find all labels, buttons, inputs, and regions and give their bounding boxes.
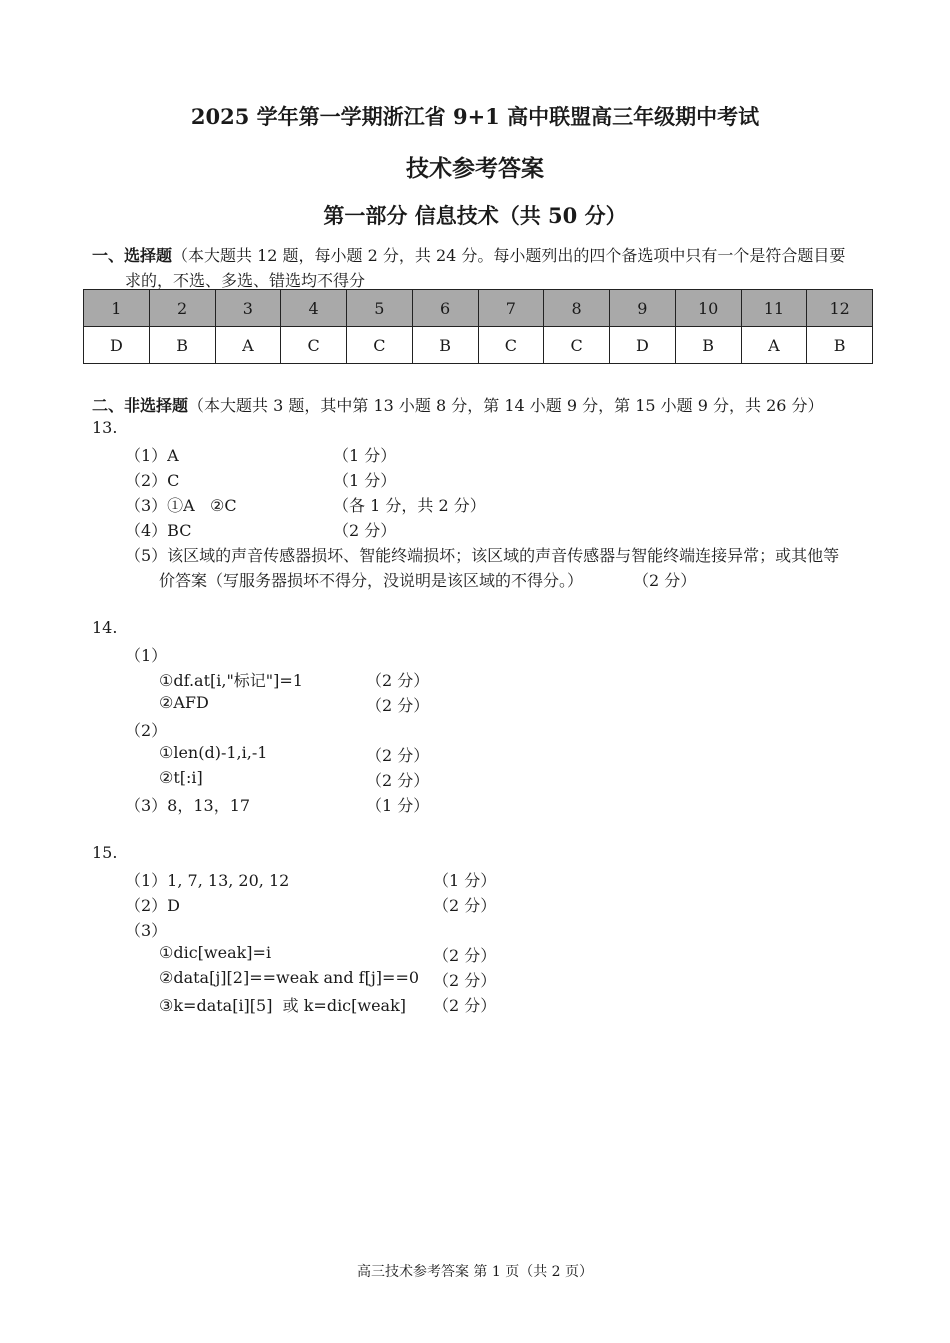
q13-answer-1: （1）A <box>125 446 179 465</box>
question-number: 9 <box>610 290 676 327</box>
section1-line1 <box>92 243 845 266</box>
answer-cell: D <box>84 327 150 364</box>
answer-cell: B <box>412 327 478 364</box>
section1-desc-line2: 求的，不选、多选、错选均不得分 <box>125 271 366 290</box>
q15-part2-answer: （2）D <box>125 896 181 915</box>
answer-cell: C <box>544 327 610 364</box>
question-number: 11 <box>741 290 807 327</box>
q15-part1-score: （1 分） <box>433 871 497 890</box>
q14-label: 14. <box>92 618 118 637</box>
q14-part2-answer-2: ②t[:i] <box>159 768 203 787</box>
question-number: 6 <box>412 290 478 327</box>
part-title: 第一部分 信息技术（共 50 分） <box>323 203 627 228</box>
question-number: 5 <box>347 290 413 327</box>
exam-title: 2025 学年第一学期浙江省 9+1 高中联盟高三年级期中考试 <box>190 104 760 129</box>
q14-part2-answer-1: ①len(d)-1,i,-1 <box>159 743 268 762</box>
q15-part3-score-1: （2 分） <box>433 946 497 965</box>
q14-part1-score-1: （2 分） <box>366 671 430 690</box>
q15-part3-answer-3: ③k=data[i][5] 或 k=dic[weak] <box>159 996 407 1015</box>
q14-part3-answer: （3）8，13，17 <box>125 796 251 815</box>
q13-answer-5-line2: 价答案（写服务器损坏不得分，没说明是该区域的不得分。） <box>159 571 584 590</box>
section2-line <box>92 393 824 416</box>
q14-part1-answer-2: ②AFD <box>159 693 209 712</box>
q14-part2-score-2: （2 分） <box>366 771 430 790</box>
q15-part3-answer-1: ①dic[weak]=i <box>159 943 272 962</box>
question-number: 1 <box>84 290 150 327</box>
answer-cell: A <box>215 327 281 364</box>
q14-part1-label: （1） <box>125 646 168 665</box>
answer-cell: C <box>281 327 347 364</box>
q14-part1-score-2: （2 分） <box>366 696 430 715</box>
question-number: 2 <box>149 290 215 327</box>
q15-part3-answer-2: ②data[j][2]==weak and f[j]==0 <box>159 968 420 987</box>
question-number: 4 <box>281 290 347 327</box>
q13-answer-4: （4）BC <box>125 521 192 540</box>
q15-part3-label: （3） <box>125 921 168 940</box>
q14-part2-label: （2） <box>125 721 168 740</box>
q14-part2-score-1: （2 分） <box>366 746 430 765</box>
q13-score-2: （1 分） <box>333 471 397 490</box>
question-number: 10 <box>675 290 741 327</box>
section1-heading: 一、选择题 <box>92 246 173 265</box>
section2-desc: （本大题共 3 题，其中第 13 小题 8 分，第 14 小题 9 分，第 15 小题 9 分，共 26 分） <box>188 396 824 415</box>
page-footer: 高三技术参考答案 第 1 页（共 2 页） <box>356 1264 594 1280</box>
answer-cell: C <box>478 327 544 364</box>
question-number: 8 <box>544 290 610 327</box>
answer-cell: D <box>610 327 676 364</box>
q13-score-5: （2 分） <box>633 571 697 590</box>
answer-table <box>83 289 873 364</box>
q13-score-1: （1 分） <box>333 446 397 465</box>
q15-part1-answer: （1）1, 7, 13, 20, 12 <box>125 871 290 890</box>
answer-key-title: 技术参考答案 <box>406 155 544 182</box>
q15-label: 15. <box>92 843 118 862</box>
answer-table-answer-row <box>84 327 873 364</box>
q13-score-3: （各 1 分，共 2 分） <box>333 496 486 515</box>
question-number: 7 <box>478 290 544 327</box>
q13-label: 13. <box>92 418 118 437</box>
q15-part2-score: （2 分） <box>433 896 497 915</box>
answer-table-number-row <box>84 290 873 327</box>
q14-part1-answer-1: ①df.at[i,"标记"]=1 <box>159 671 303 690</box>
q13-answer-3: （3）①A ②C <box>125 496 237 515</box>
q14-part3-score: （1 分） <box>366 796 430 815</box>
answer-cell: C <box>347 327 413 364</box>
q13-answer-2: （2）C <box>125 471 180 490</box>
q13-answer-5-line1: （5）该区域的声音传感器损坏、智能终端损坏；该区域的声音传感器与智能终端连接异常；或其他等 <box>125 546 840 565</box>
answer-cell: A <box>741 327 807 364</box>
q15-part3-score-3: （2 分） <box>433 996 497 1015</box>
q13-score-4: （2 分） <box>333 521 397 540</box>
answer-cell: B <box>675 327 741 364</box>
section1-desc: （本大题共 12 题，每小题 2 分，共 24 分。每小题列出的四个备选项中只有一个是符合题目要 <box>172 246 846 265</box>
question-number: 3 <box>215 290 281 327</box>
question-number: 12 <box>807 290 873 327</box>
answer-cell: B <box>149 327 215 364</box>
q15-part3-score-2: （2 分） <box>433 971 497 990</box>
section2-heading: 二、非选择题 <box>92 396 189 415</box>
answer-cell: B <box>807 327 873 364</box>
